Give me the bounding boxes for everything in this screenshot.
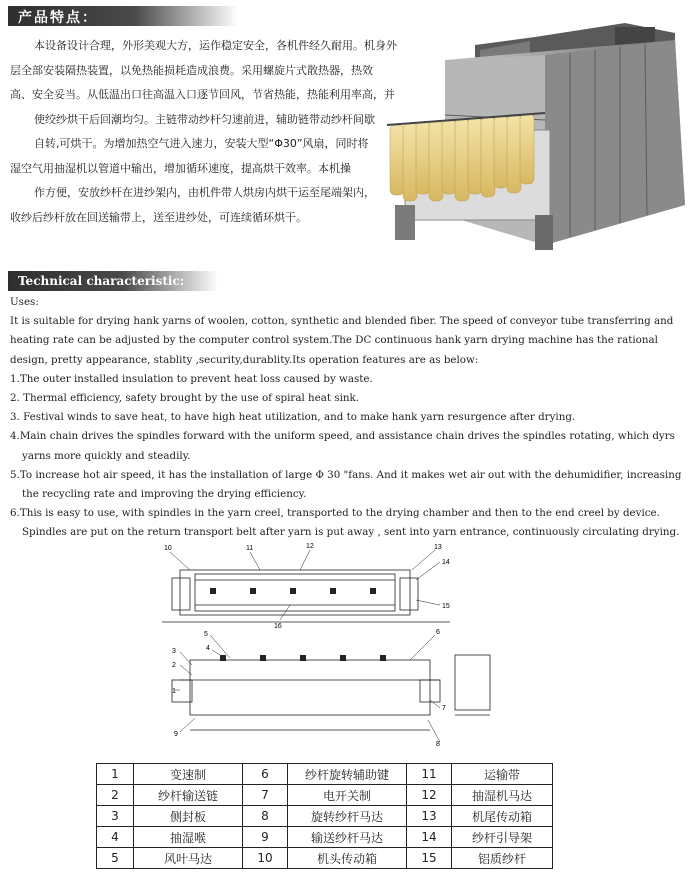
parts-table — [96, 763, 553, 869]
part-name: 抽湿喉 — [134, 827, 243, 848]
part-number: 8 — [243, 806, 288, 827]
part-name: 纱杆引导架 — [452, 827, 553, 848]
part-number: 1 — [97, 764, 134, 785]
part-name: 抽湿机马达 — [452, 785, 553, 806]
drawing-label: 14 — [442, 559, 450, 566]
part-number: 2 — [97, 785, 134, 806]
drawing-label: 11 — [246, 545, 254, 552]
part-number: 10 — [243, 848, 288, 869]
part-number: 6 — [243, 764, 288, 785]
en-line: Uses: — [10, 296, 39, 308]
drawing-label: 1 — [172, 688, 176, 695]
en-line: It is suitable for drying hank yarns of woolen, cotton, synthetic and blended fiber. The speed of conveyor tube transferring and — [10, 315, 674, 328]
cn-line: 作方便，安放纱杆在进纱架内，由机件带人烘房内烘干运至尾端架内， — [34, 186, 375, 199]
cn-description — [10, 34, 397, 230]
en-line: heating rate can be adjusted by the computer control system.The DC continuous hank yarn drying machine has the rational — [10, 334, 658, 347]
part-number: 3 — [97, 806, 134, 827]
cn-line: 高、安全妥当。从低温出口往高温入口逐节回风，节省热能，热能利用率高，并 — [10, 88, 395, 101]
cn-line: 自转,可烘干。为增加热空气进入速力，安装大型“Φ30”风扇，同时将 — [34, 137, 369, 150]
en-line: 4.Main chain drives the spindles forward with the uniform speed, and assistance chain drives the spindles rotating, which dyrs — [10, 430, 675, 443]
table-row — [97, 806, 553, 827]
en-line: 2. Thermal efficiency, safety brought by the use of spiral heat sink. — [10, 392, 360, 405]
drawing-label: 16 — [274, 623, 282, 630]
cn-section-header — [8, 6, 238, 26]
en-section-title: Technical characteristic: — [18, 274, 185, 288]
part-name: 侧封板 — [134, 806, 243, 827]
en-description — [10, 293, 695, 543]
part-number: 15 — [407, 848, 452, 869]
drawing-label: 3 — [172, 648, 176, 655]
cn-line: 收纱后纱杆放在回送输带上，送至进纱处，可连续循环烘干。 — [10, 210, 307, 224]
table-row — [97, 848, 553, 869]
part-name: 变速制 — [134, 764, 243, 785]
table-row — [97, 785, 553, 806]
cn-section-title: 产品特点： — [18, 10, 98, 26]
cn-line: 本设备设计合理，外形美观大方，运作稳定安全，各机件经久耐用。机身外 — [34, 39, 397, 52]
drawing-label: 8 — [436, 741, 440, 748]
part-name: 机尾传动箱 — [452, 806, 553, 827]
cn-line: 层全部安装隔热装置，以免热能损耗造成浪费。采用螺旋片式散热器，热效 — [10, 63, 373, 77]
part-name: 纱杆旋转辅助键 — [288, 764, 407, 785]
part-name: 风叶马达 — [134, 848, 243, 869]
cn-line: 湿空气用抽湿机以管道中输出，增加循环速度，提高烘干效率。本机操 — [10, 161, 351, 175]
drawing-label: 7 — [442, 705, 446, 712]
part-name: 机头传动箱 — [288, 848, 407, 869]
part-number: 5 — [97, 848, 134, 869]
table-row — [97, 764, 553, 785]
en-line: 5.To increase hot air speed, it has the installation of large Φ 30 "fans. And it makes wet air out with the dehumidifier, increasing — [10, 468, 682, 481]
part-name: 旋转纱杆马达 — [288, 806, 407, 827]
part-number: 11 — [407, 764, 452, 785]
part-number: 13 — [407, 806, 452, 827]
part-name: 纱杆输送链 — [134, 785, 243, 806]
technical-drawing — [150, 540, 495, 750]
part-name: 运输带 — [452, 764, 553, 785]
part-number: 14 — [407, 827, 452, 848]
part-number: 12 — [407, 785, 452, 806]
en-line: 1.The outer installed insulation to prevent heat loss caused by waste. — [10, 372, 373, 385]
en-line: 6.This is easy to use, with spindles in the yarn creel, transported to the drying chamber and then to the end creel by device. — [10, 507, 660, 520]
drawing-label: 2 — [172, 662, 176, 669]
cn-line: 使绞纱烘干后回潮均匀。主链带动纱杆匀速前进，辅助链带动纱杆间歇 — [34, 112, 375, 126]
drawing-label: 10 — [164, 545, 172, 552]
en-line: yarns more quickly and steadily. — [22, 449, 191, 462]
dryer-machine-photo — [385, 15, 695, 260]
drawing-label: 5 — [204, 631, 208, 638]
drawing-label: 9 — [174, 731, 178, 738]
part-number: 4 — [97, 827, 134, 848]
en-section-header — [8, 271, 218, 291]
en-line: 3. Festival winds to save heat, to have high heat utilization, and to make hank yarn resurgence after drying. — [10, 411, 576, 424]
en-line: design, pretty appearance, stablity ,security,durablity.Its operation features are as below: — [10, 353, 479, 366]
table-row — [97, 827, 553, 848]
drawing-label: 4 — [206, 645, 210, 652]
part-name: 铝质纱杆 — [452, 848, 553, 869]
drawing-label: 6 — [436, 629, 440, 636]
drawing-label: 15 — [442, 603, 450, 610]
part-name: 电开关制 — [288, 785, 407, 806]
part-name: 输送纱杆马达 — [288, 827, 407, 848]
en-line: the recycling rate and improving the drying efficiency. — [22, 488, 307, 501]
en-line: Spindles are put on the return transport belt after yarn is put away , sent into yarn entrance, continuously circulating drying. — [22, 526, 680, 539]
part-number: 9 — [243, 827, 288, 848]
drawing-label: 12 — [306, 543, 314, 550]
drawing-label: 13 — [434, 544, 442, 551]
part-number: 7 — [243, 785, 288, 806]
